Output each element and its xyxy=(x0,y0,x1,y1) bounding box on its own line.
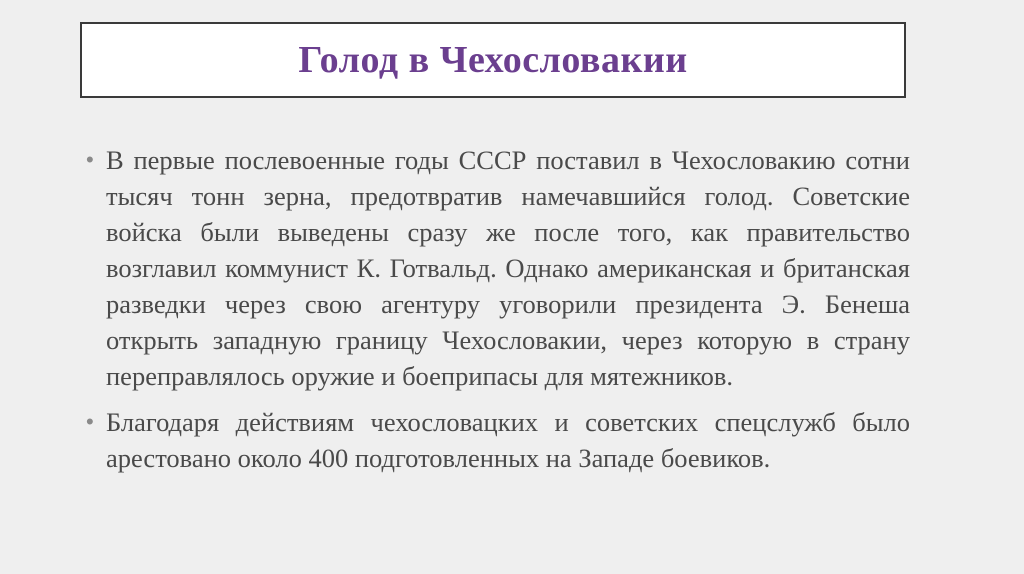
bullet-icon: • xyxy=(86,409,94,434)
bullet-text: В первые послевоенные годы СССР поставил в Чехословакию сотни тысяч тонн зерна, предотвратив намечавшийся голод. Советские войска были выведены сразу же после того, как правительство возглавил коммунист К. Готвальд. Однако американская и британская разведки через свою агентуру уговорили президента Э. Бенеша открыть западную границу Чехословакии, через которую в страну переправлялось оружие и боеприпасы для мятежников. xyxy=(106,145,910,391)
bullet-icon: • xyxy=(86,147,94,172)
list-item xyxy=(82,404,910,476)
list-item xyxy=(82,142,910,394)
title-box xyxy=(80,22,906,98)
slide-title: Голод в Чехословакии xyxy=(298,39,688,81)
bullet-list xyxy=(82,142,910,486)
bullet-text: Благодаря действиям чехословацких и советских спецслужб было арестовано около 400 подготовленных на Западе боевиков. xyxy=(106,407,910,473)
